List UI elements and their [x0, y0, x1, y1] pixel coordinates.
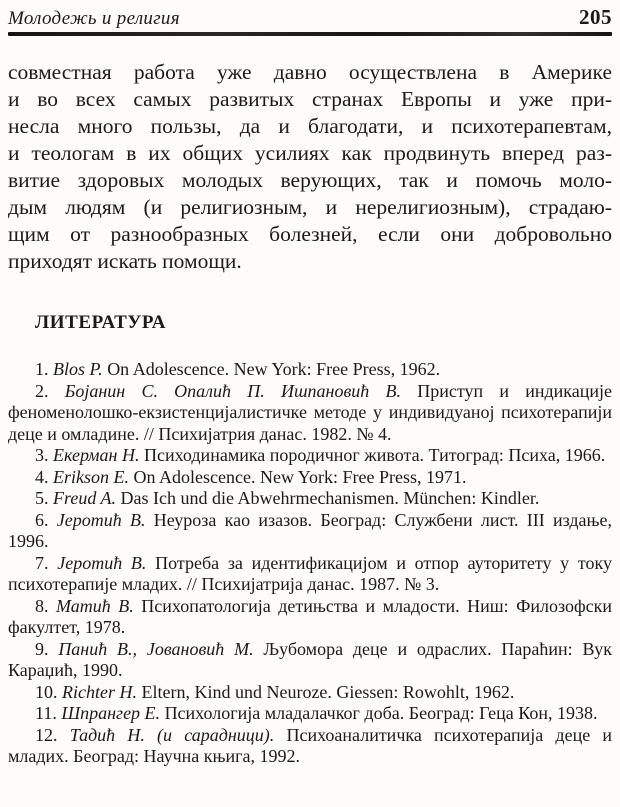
paragraph-line: приходят искать помощи.	[8, 249, 242, 273]
header-rule	[8, 32, 612, 36]
page-header	[8, 4, 612, 30]
reference-number: 2.	[35, 380, 49, 401]
reference-author: Јеротић В.	[56, 509, 146, 530]
reference-number: 6.	[35, 509, 49, 530]
body-paragraph	[8, 59, 612, 275]
reference-text: Психологија младалачког доба. Београд: Геца Кон, 1938.	[164, 703, 598, 723]
running-title: Молодежь и религия	[8, 8, 180, 29]
reference-number: 4.	[35, 466, 49, 487]
reference-number: 1.	[35, 359, 49, 379]
reference-item	[8, 639, 612, 682]
reference-text: Eltern, Kind und Neuroze. Giessen: Rowohlt, 1962.	[141, 681, 515, 702]
reference-item	[8, 553, 612, 596]
reference-text: On Adolescence. New York: Free Press, 1971.	[133, 466, 467, 487]
reference-number: 9.	[35, 638, 49, 659]
reference-text: Приступ и индикације феноменолошко-екзистенцијалистичке методе у индивидуаној психотерапији деце и омладине. // Психијатрия данас. 1982. № 4.	[8, 380, 613, 444]
paragraph-line: щим от разнообразных болезней, если они добровольно	[8, 222, 612, 246]
reference-number: 3.	[35, 445, 49, 465]
reference-number: 11.	[35, 703, 57, 723]
reference-item	[8, 510, 612, 553]
reference-number: 7.	[35, 552, 49, 573]
reference-author: Тадић Н. (и сарадници).	[69, 724, 275, 745]
reference-author: Freud A.	[53, 488, 116, 508]
page-number: 205	[579, 5, 612, 29]
reference-author: Erikson E.	[53, 466, 129, 487]
paragraph-line: и во всех самых развитых странах Европы и уже при-	[8, 87, 612, 111]
reference-author: Матић В.	[56, 595, 134, 616]
paragraph-line: дым людям (и религиозным, и нерелигиозным), страдаю-	[8, 195, 612, 219]
reference-author: Шпрангер Е.	[61, 703, 161, 723]
reference-author: Richter H.	[62, 681, 137, 702]
reference-item	[8, 445, 612, 467]
reference-item	[8, 467, 612, 489]
reference-item	[8, 682, 612, 704]
reference-text: Љубомора деце и одраслих. Параћин: Вук Караџић, 1990.	[8, 638, 613, 680]
reference-item	[8, 703, 612, 725]
reference-number: 8.	[35, 595, 49, 616]
reference-list	[8, 359, 612, 768]
reference-item	[8, 725, 612, 768]
reference-author: Јеротић В.	[57, 552, 147, 573]
paragraph-line: витие здоровых молодых верующих, так и помочь моло-	[8, 168, 612, 192]
reference-number: 10.	[35, 681, 58, 702]
reference-text: Неуроза као изазов. Београд: Службени лист. III издање, 1996.	[8, 509, 613, 551]
bibliography-heading: ЛИТЕРАТУРА	[35, 312, 167, 333]
reference-author: Бојанин С. Опалић П. Ишпановић В.	[64, 380, 402, 401]
reference-item	[8, 596, 612, 639]
reference-author: Панић В., Јовановић М.	[58, 638, 254, 659]
reference-item	[8, 359, 612, 381]
paragraph-line: совместная работа уже давно осуществлена в Америке	[8, 60, 612, 84]
reference-text: Das Ich und die Abwehrmechanismen. München: Kindler.	[120, 488, 540, 508]
reference-text: Психопатологија детињства и младости. Ниш: Филозофски факултет, 1978.	[8, 595, 613, 637]
reference-item	[8, 488, 612, 510]
paragraph-line: и теологам в их общих усилиях как продвинуть вперед раз-	[8, 141, 612, 165]
reference-text: Психоаналитичка психотерапија деце и младих. Београд: Научна књига, 1992.	[8, 724, 613, 766]
reference-text: On Adolescence. New York: Free Press, 1962.	[107, 359, 441, 379]
reference-number: 5.	[35, 488, 49, 508]
reference-text: Потреба за идентификацијом и отпор ауторитету у току психотерапије младих. // Психијатрија данас. 1987. № 3.	[8, 552, 613, 594]
reference-text: Психодинамика породичног живота. Титоград: Психа, 1966.	[143, 445, 606, 465]
reference-number: 12.	[35, 724, 58, 745]
reference-author: Екерман Н.	[53, 445, 140, 465]
reference-author: Blos P.	[53, 359, 103, 379]
reference-item	[8, 381, 612, 446]
paragraph-line: несла много пользы, да и благодати, и психотерапевтам,	[8, 114, 612, 138]
